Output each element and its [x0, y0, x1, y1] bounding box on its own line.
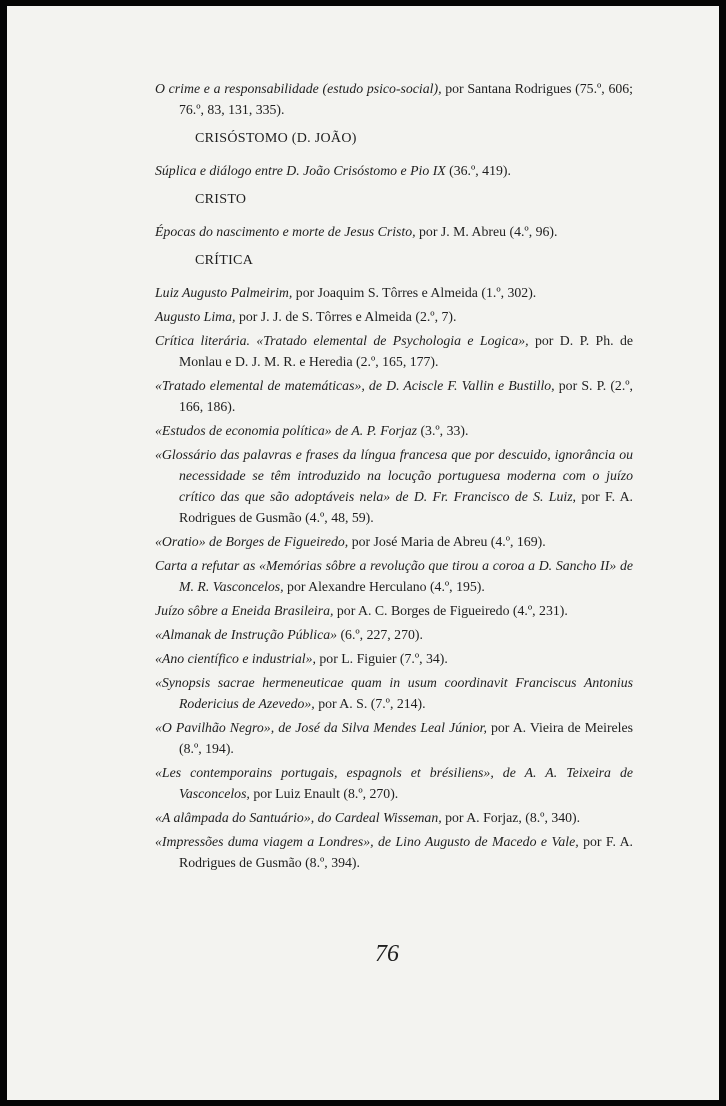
entry-reference: por F. A. Rodrigues de Gusmão (4.º, 48, 59). — [179, 489, 633, 525]
entry-reference: por S. P. (2.º, 166, 186). — [179, 378, 634, 414]
entry-title: O crime e a responsabilidade (estudo psico-social), — [155, 81, 442, 96]
entry-reference: por Santana Rodrigues (75.º, 606; 76.º, 83, 131, 335). — [179, 81, 633, 117]
entry-title: «Estudos de economia política» de A. P. Forjaz — [155, 423, 417, 438]
entry-reference: por A. Vieira de Meireles (8.º, 194). — [179, 720, 633, 756]
entry-reference: por D. P. Ph. de Monlau e D. J. M. R. e Heredia (2.º, 165, 177). — [179, 333, 633, 369]
index-entry — [155, 600, 633, 621]
index-entry — [155, 648, 633, 669]
index-entry — [155, 672, 633, 714]
index-entry — [155, 624, 633, 645]
entry-reference: por F. A. Rodrigues de Gusmão (8.º, 394). — [179, 834, 633, 870]
entry-reference: por A. Forjaz, (8.º, 340). — [441, 810, 581, 825]
section-heading: CRÍTICA — [195, 253, 254, 268]
book-page — [7, 6, 719, 1100]
index-entry — [155, 160, 633, 181]
entry-title: «Glossário das palavras e frases da língua francesa que por descuido, ignorância ou necessidade se têm introduzido na locução portuguesa moderna com o juízo crítico das que são adoptáveis nela» de D. Fr. Francisco de S. Luiz, — [155, 447, 633, 504]
index-entry — [155, 282, 633, 303]
entry-title: Carta a refutar as «Memórias sôbre a revolução que tirou a coroa a D. Sancho II» de M. R. Vasconcelos, — [155, 558, 633, 594]
entry-reference: por Alexandre Herculano (4.º, 195). — [283, 579, 485, 594]
index-entry — [155, 78, 633, 120]
index-entry — [155, 330, 633, 372]
index-entry — [155, 762, 633, 804]
entry-reference: por A. C. Borges de Figueiredo (4.º, 231). — [333, 603, 568, 618]
entry-title: «Synopsis sacrae hermeneuticae quam in usum coordinavit Franciscus Antonius Rodericius de Azevedo», — [155, 675, 633, 711]
entry-reference: por L. Figuier (7.º, 34). — [315, 651, 448, 666]
section-heading: CRISÓSTOMO (D. JOÃO) — [195, 131, 357, 146]
entry-title: «A alâmpada do Santuário», do Cardeal Wisseman, — [155, 810, 442, 825]
index-entry — [155, 831, 633, 873]
entry-title: «Ano científico e industrial», — [155, 651, 316, 666]
entry-title: «Oratio» de Borges de Figueiredo, — [155, 534, 349, 549]
entry-title: Súplica e diálogo entre D. João Crisóstomo e Pio IX — [155, 163, 446, 178]
entry-title: Crítica literária. «Tratado elemental de Psychologia e Logica», — [155, 333, 529, 348]
index-text — [155, 78, 633, 876]
entry-reference: por J. J. de S. Tôrres e Almeida (2.º, 7). — [235, 309, 457, 324]
entry-reference: (36.º, 419). — [445, 163, 511, 178]
section-heading: CRISTO — [195, 192, 247, 207]
entry-reference: (3.º, 33). — [417, 423, 469, 438]
index-entry — [155, 444, 633, 528]
entry-reference: (6.º, 227, 270). — [337, 627, 423, 642]
entry-reference: por Joaquim S. Tôrres e Almeida (1.º, 302). — [292, 285, 537, 300]
entry-reference: por J. M. Abreu (4.º, 96). — [415, 224, 558, 239]
entry-title: Épocas do nascimento e morte de Jesus Cristo, — [155, 224, 416, 239]
index-entry — [155, 306, 633, 327]
entry-title: «Almanak de Instrução Pública» — [155, 627, 338, 642]
index-entry — [155, 717, 633, 759]
entry-reference: por Luiz Enault (8.º, 270). — [249, 786, 399, 801]
entry-title: «Tratado elemental de matemáticas», de D. Aciscle F. Vallin e Bustillo, — [155, 378, 555, 393]
entry-title: «Impressões duma viagem a Londres», de Lino Augusto de Macedo e Vale, — [155, 834, 579, 849]
index-entry — [155, 221, 633, 242]
entry-reference: por José Maria de Abreu (4.º, 169). — [348, 534, 546, 549]
entry-title: «O Pavilhão Negro», de José da Silva Mendes Leal Júnior, — [155, 720, 487, 735]
index-entry — [155, 375, 633, 417]
entry-title: Augusto Lima, — [155, 309, 236, 324]
entry-reference: por A. S. (7.º, 214). — [314, 696, 426, 711]
index-entry — [155, 807, 633, 828]
page-number: 76 — [375, 941, 399, 967]
entry-title: «Les contemporains portugais, espagnols et brésiliens», de A. A. Teixeira de Vasconcelos, — [155, 765, 633, 801]
index-entry — [155, 531, 633, 552]
entry-title: Juízo sôbre a Eneida Brasileira, — [155, 603, 334, 618]
index-entry — [155, 420, 633, 441]
index-entry — [155, 555, 633, 597]
entry-title: Luiz Augusto Palmeirim, — [155, 285, 293, 300]
